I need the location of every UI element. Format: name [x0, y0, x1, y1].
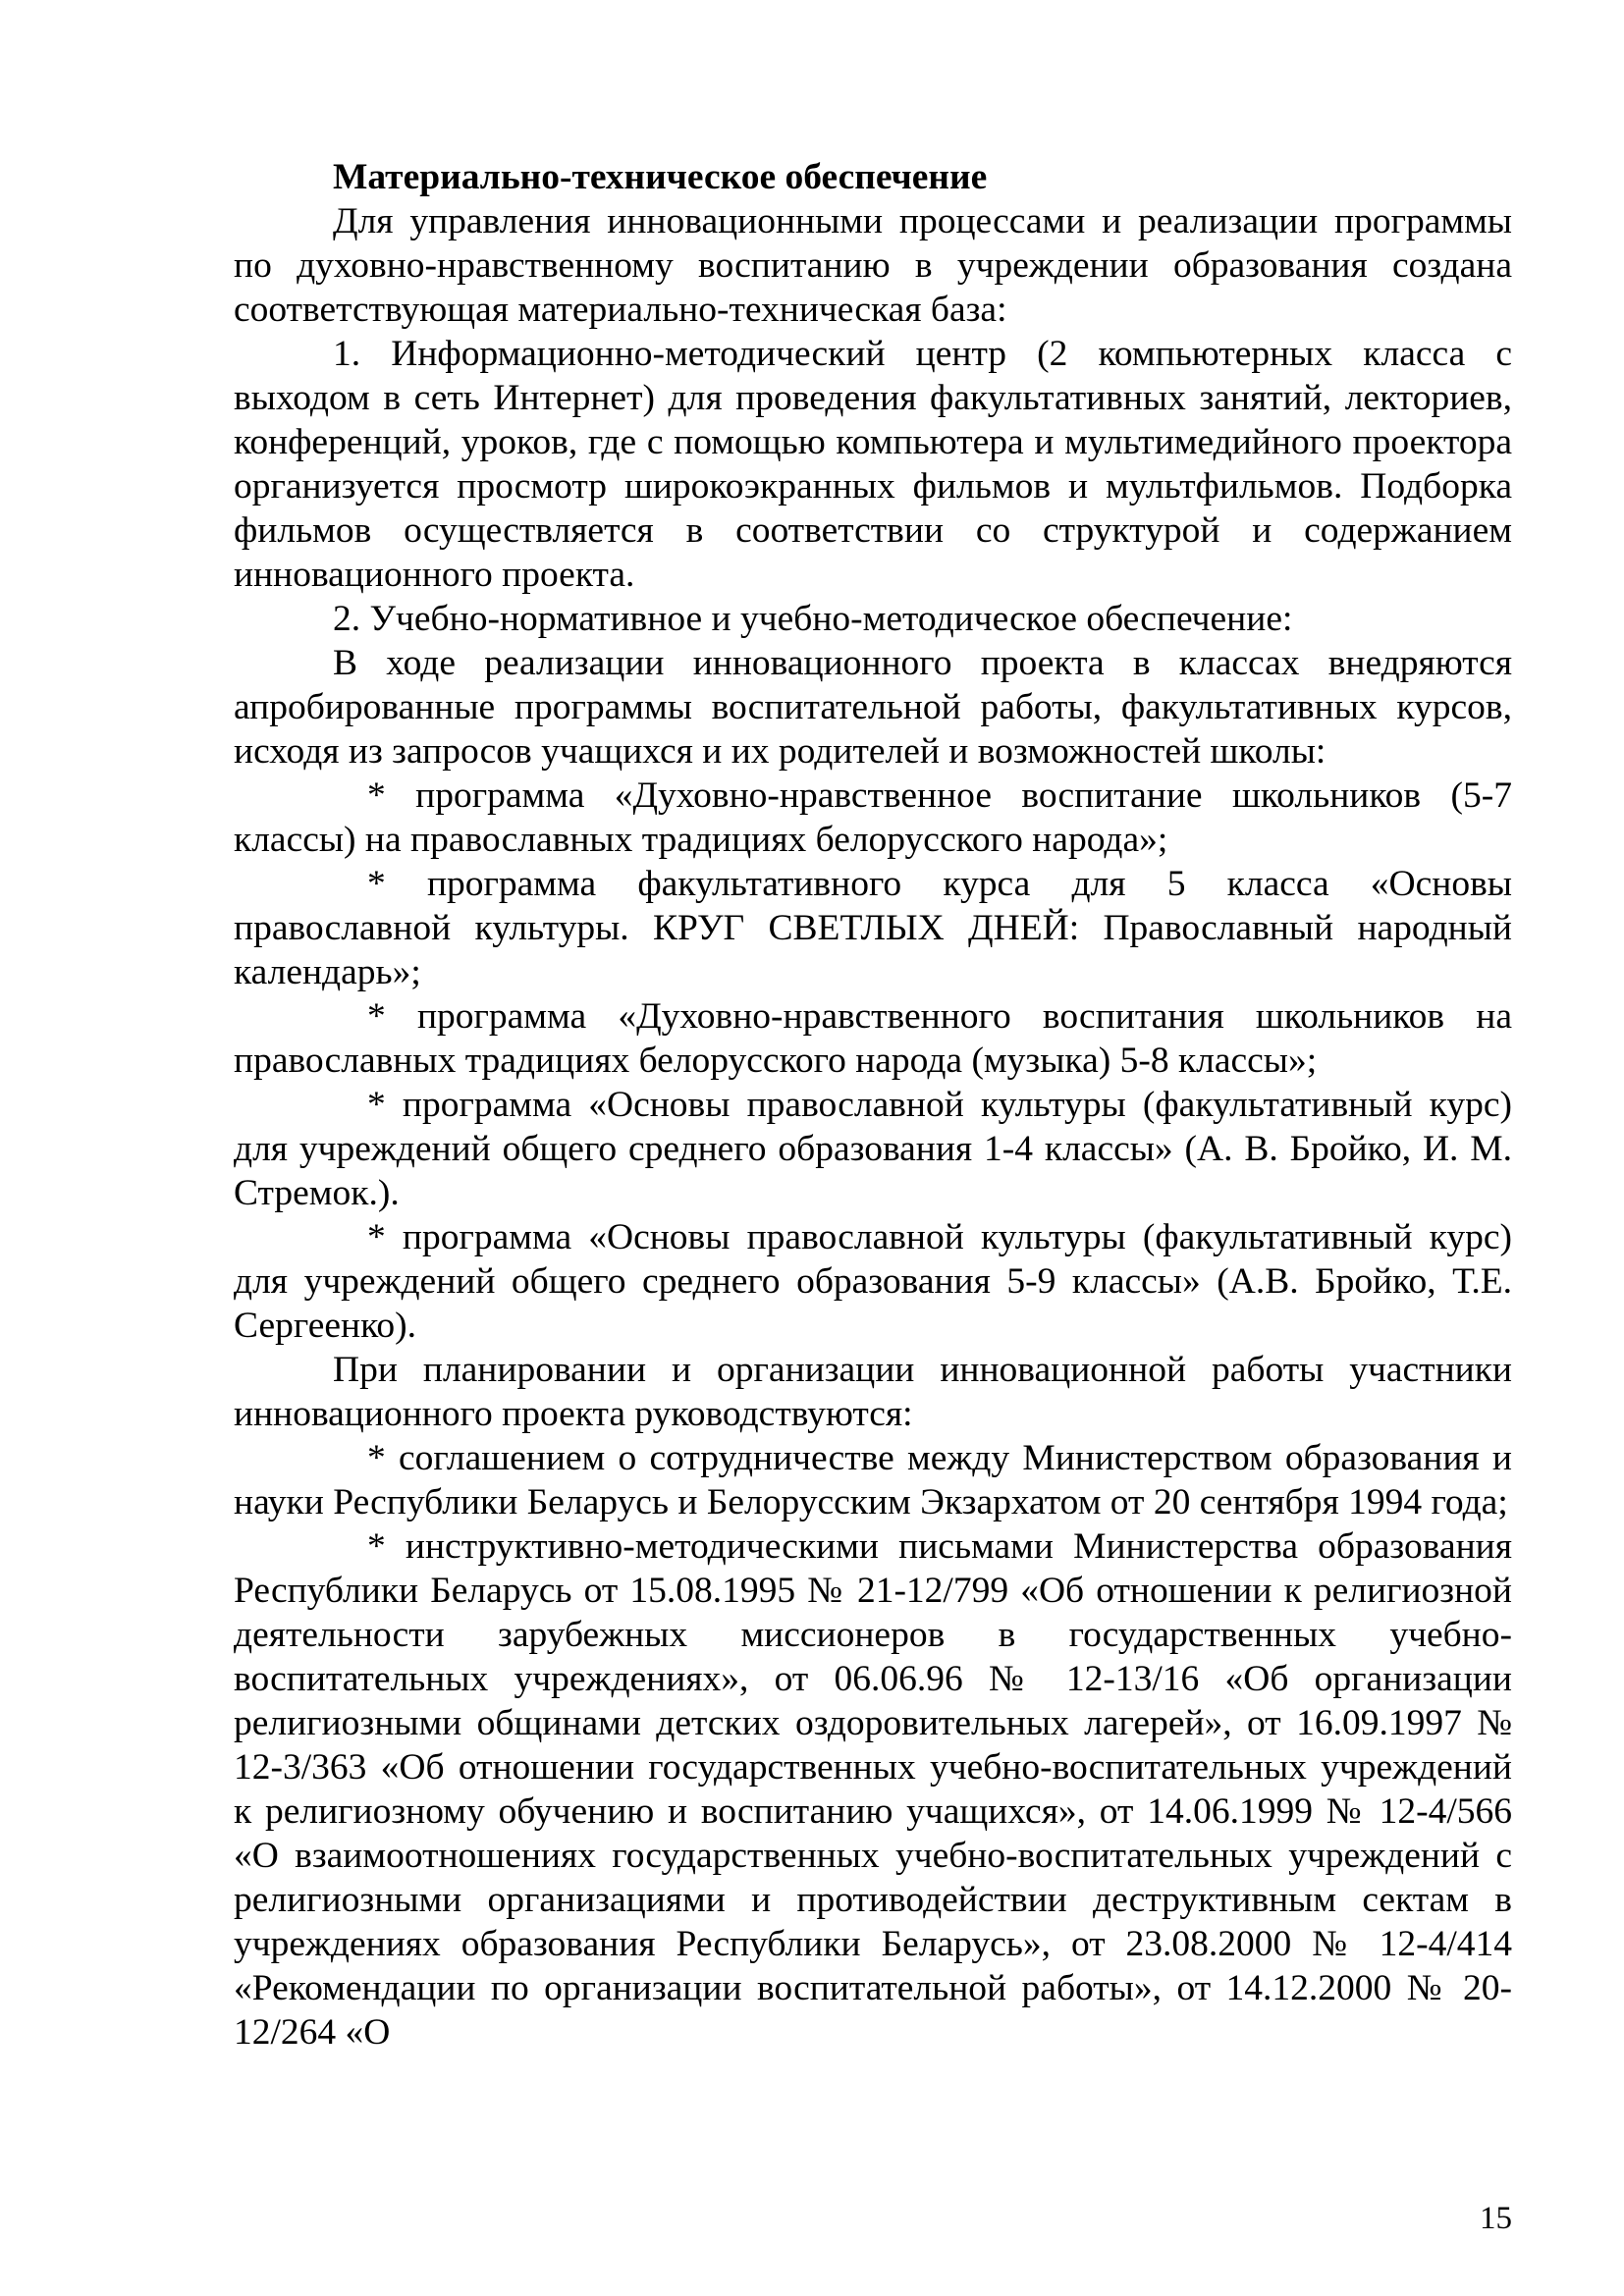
paragraph-intro: Для управления инновационными процессами и реализации программы по духовно-нравственному воспитанию в учреждении образования создана соответствующая материально-техническая база:: [234, 201, 1512, 330]
list-item-program-4: * программа «Основы православной культуры (факультативный курс) для учреждений общего среднего образования 1-4 классы» (А. В. Бройко, И. М. Стремок.).: [234, 1085, 1512, 1213]
list-item-program-2: * программа факультативного курса для 5 класса «Основы православной культуры. КРУГ СВЕТЛЫХ ДНЕЙ: Православный народный календарь»;: [234, 864, 1512, 992]
page-number: 15: [1480, 2201, 1512, 2236]
paragraph-methodical-support: 2. Учебно-нормативное и учебно-методическое обеспечение:: [333, 599, 1293, 639]
list-item-program-1: * программа «Духовно-нравственное воспитание школьников (5-7 классы) на православных традициях белорусского народа»;: [234, 775, 1512, 860]
paragraph-info-center: 1. Информационно-методический центр (2 компьютерных класса с выходом в сеть Интернет) для проведения факультативных занятий, лекториев, конференций, уроков, где с помощью компьютера и мультимедийного проектора организуется просмотр широкоэкранных фильмов и мультфильмов. Подборка фильмов осуществляется в соответствии со структурой и содержанием инновационного проекта.: [234, 334, 1512, 595]
paragraph-planning: При планировании и организации инновационной работы участники инновационного проекта руководствуются:: [234, 1350, 1512, 1434]
list-item-program-3: * программа «Духовно-нравственного воспитания школьников на православных традициях белорусского народа (музыка) 5-8 классы»;: [234, 996, 1512, 1081]
list-item-agreement: * соглашением о сотрудничестве между Министерством образования и науки Республики Беларусь и Белорусским Экзархатом от 20 сентября 1994 года;: [234, 1438, 1512, 1522]
document-page: [234, 155, 1512, 2055]
paragraph-project-programs: В ходе реализации инновационного проекта в классах внедряются апробированные программы воспитательной работы, факультативных курсов, исходя из запросов учащихся и их родителей и возможностей школы:: [234, 643, 1512, 772]
list-item-letters: * инструктивно-методическими письмами Министерства образования Республики Беларусь от 15.08.1995 № 21-12/799 «Об отношении к религиозной деятельности зарубежных миссионеров в государственных учебно-воспитательных учреждениях», от 06.06.96 № 12-13/16 «Об организации религиозными общинами детских оздоровительных лагерей», от 16.09.1997 № 12-3/363 «Об отношении государственных учебно-воспитательных учреждений к религиозному обучению и воспитанию учащихся», от 14.06.1999 № 12-4/566 «О взаимоотношениях государственных учебно-воспитательных учреждений с религиозными организациями и противодействии деструктивным сектам в учреждениях образования Республики Беларусь», от 23.08.2000 № 12-4/414 «Рекомендации по организации воспитательной работы», от 14.12.2000 № 20-12/264 «О: [234, 1526, 1512, 2053]
list-item-program-5: * программа «Основы православной культуры (факультативный курс) для учреждений общего среднего образования 5-9 классы» (А.В. Бройко, Т.Е. Сергеенко).: [234, 1217, 1512, 1346]
section-heading: Материально-техническое обеспечение: [333, 157, 988, 197]
